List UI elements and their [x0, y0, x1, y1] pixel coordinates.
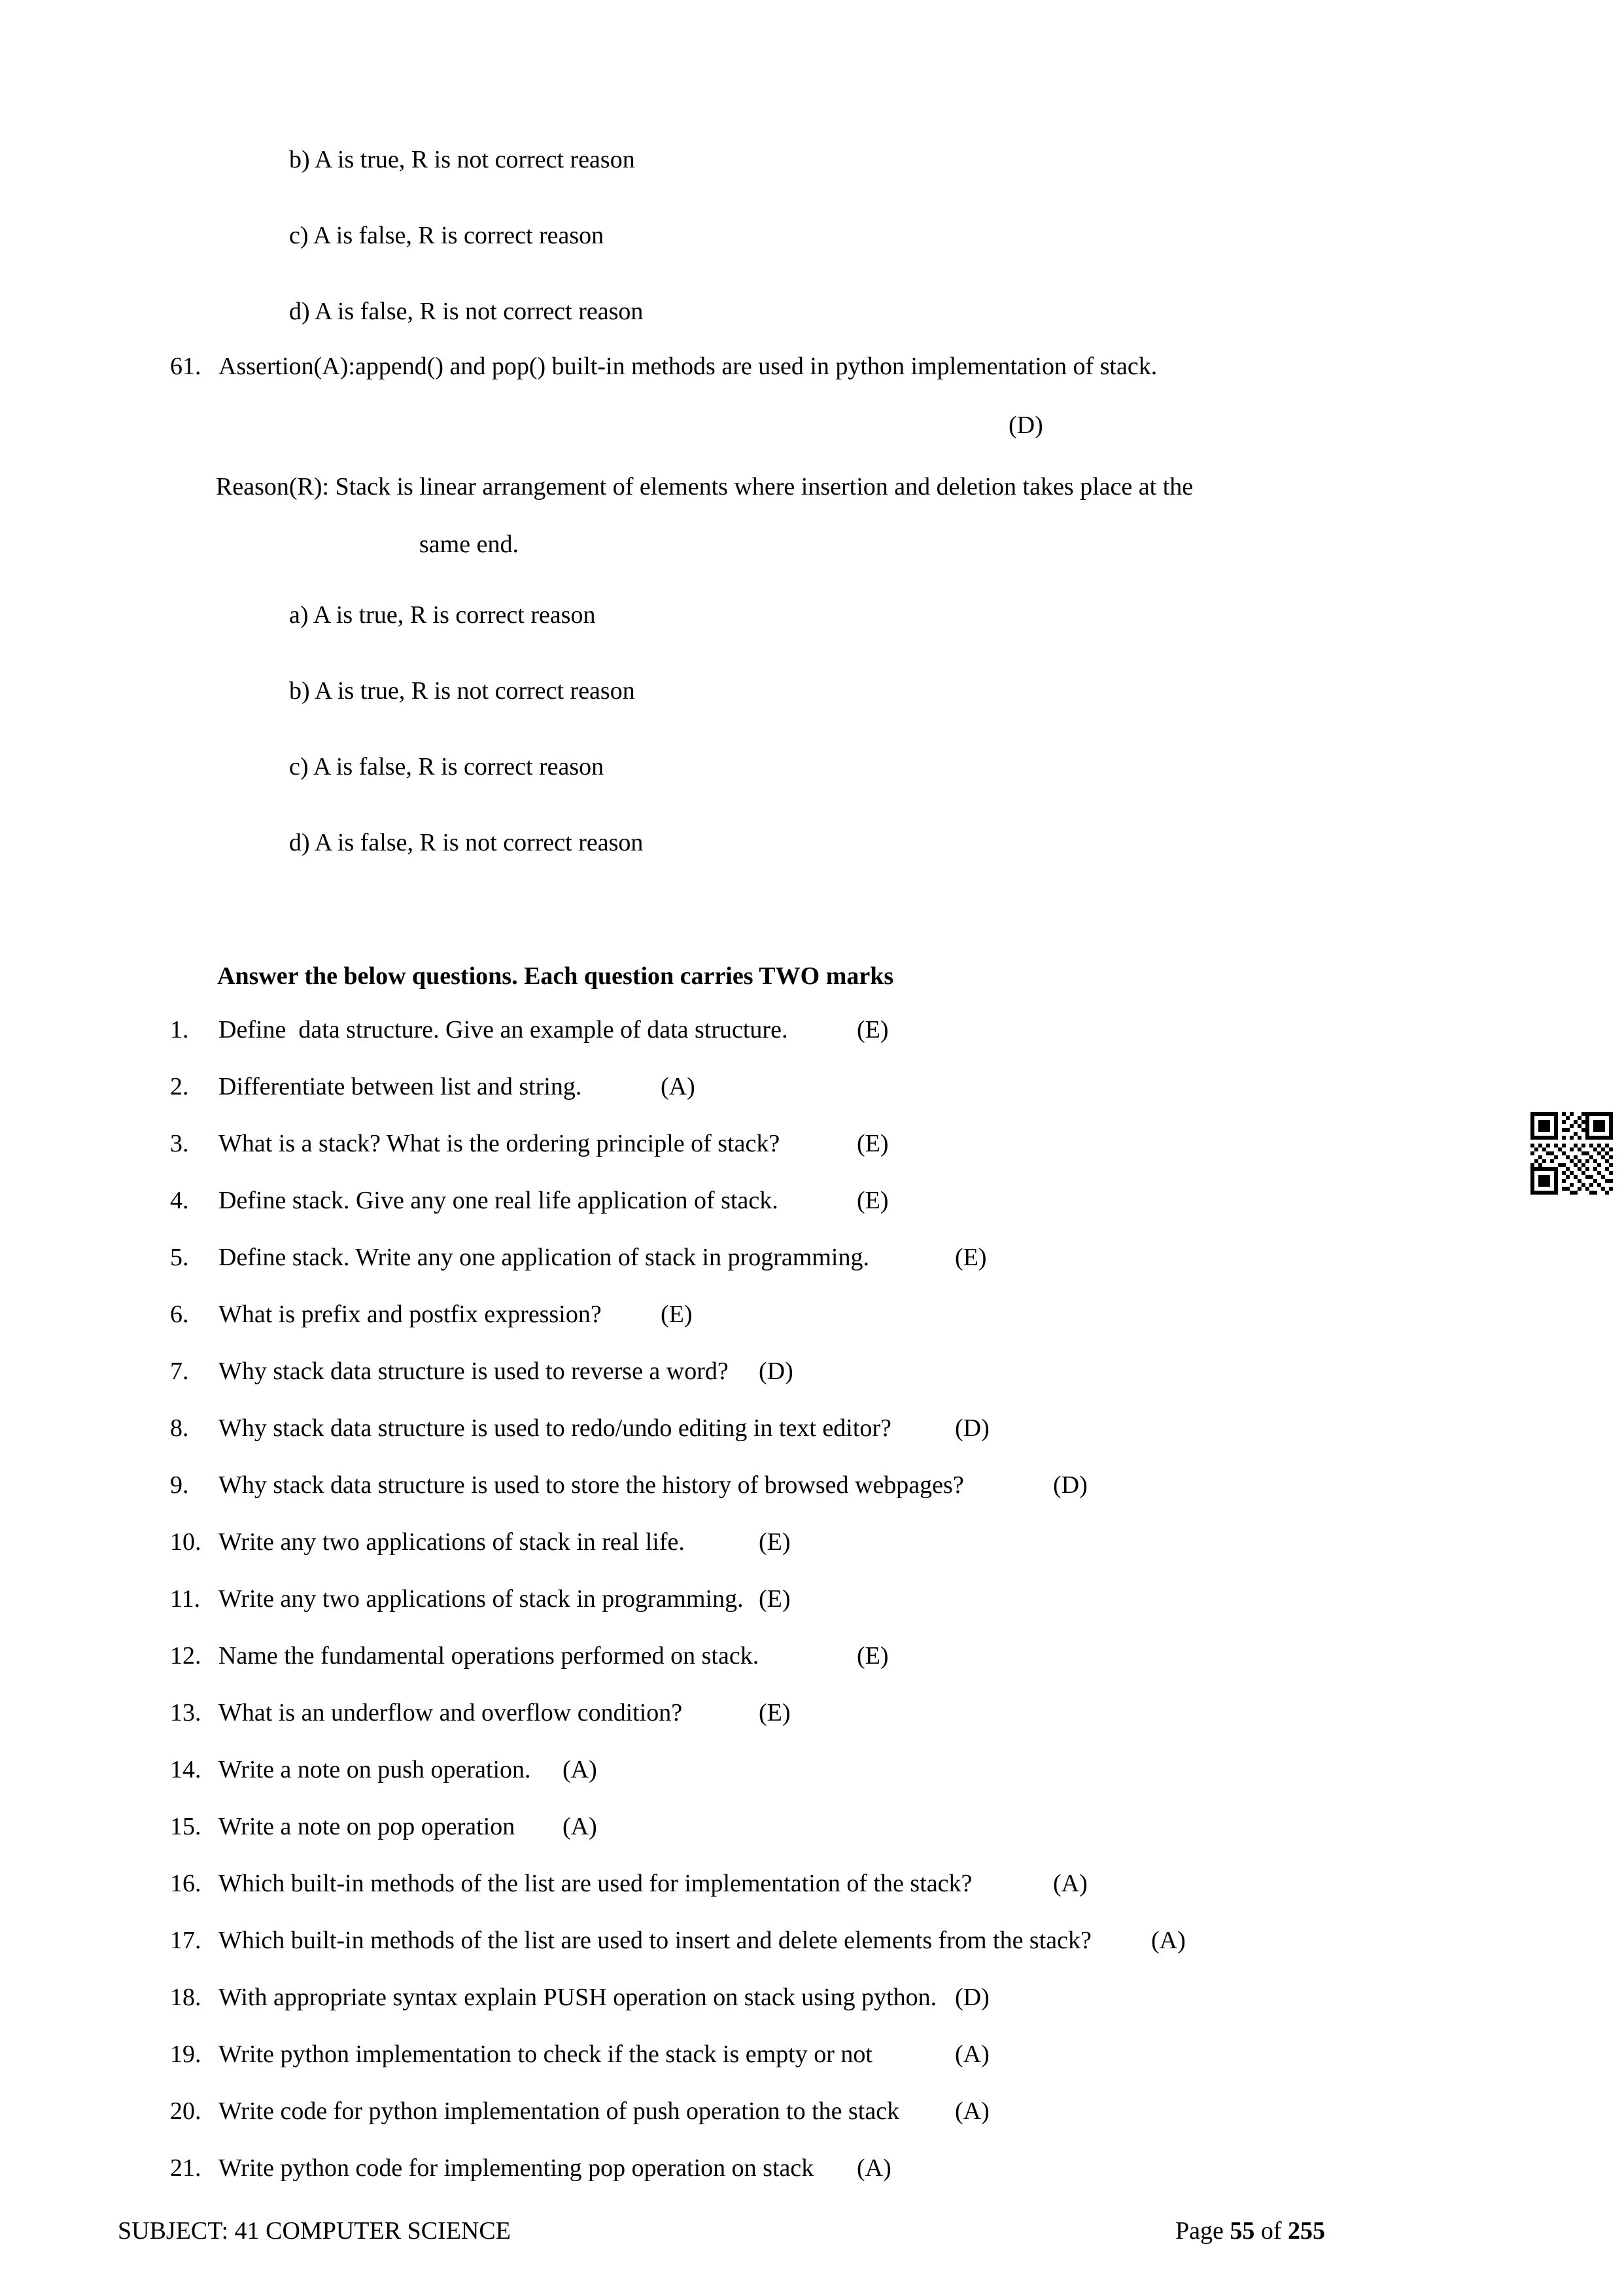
question-item: [170, 1742, 1585, 1798]
question-item: [170, 1912, 1585, 1969]
question-item: [170, 2140, 1585, 2197]
question-number: 5.: [170, 1244, 189, 1271]
question-text: Define stack. Give any one real life application of stack.: [218, 1187, 778, 1214]
question-number: 9.: [170, 1471, 189, 1499]
question-mark: (E): [955, 1244, 987, 1271]
question-number: 7.: [170, 1358, 189, 1385]
tab-spacer: [685, 1528, 759, 1556]
question-number: 1.: [170, 1016, 189, 1043]
footer-page-current: 55: [1230, 2217, 1255, 2245]
question-text: Name the fundamental operations performed on stack.: [218, 1642, 759, 1670]
tab-spacer: [787, 1016, 857, 1043]
question-item: [170, 2026, 1585, 2083]
question-text: Differentiate between list and string.: [218, 1073, 582, 1100]
question-item: [170, 1343, 1585, 1400]
question-mark: (A): [1053, 1870, 1088, 1897]
question-mark: (A): [562, 1756, 597, 1783]
question-text: Why stack data structure is used to reverse a word?: [218, 1358, 729, 1385]
question-text: What is prefix and postfix expression?: [218, 1301, 602, 1328]
question-item: [170, 1457, 1585, 1514]
question-number: 11.: [170, 1585, 201, 1613]
tab-spacer: [972, 1870, 1053, 1897]
question-mark: (E): [759, 1585, 791, 1613]
question-mark: (D): [759, 1358, 793, 1385]
question-mark: (A): [661, 1073, 695, 1100]
question-text: Write code for python implementation of push operation to the stack: [218, 2097, 900, 2125]
question-item: [170, 1628, 1585, 1685]
question-reason-line1: Reason(R): Stack is linear arrangement of elements where insertion and deletion takes place at the: [216, 473, 1194, 500]
question-text: What is an underflow and overflow condition?: [218, 1699, 683, 1726]
question-text: Which built-in methods of the list are used to insert and delete elements from the stack?: [218, 1927, 1092, 1954]
question-text: Define stack. Write any one application of stack in programming.: [218, 1244, 869, 1271]
question-number: 12.: [170, 1642, 201, 1670]
question-text: Write python implementation to check if the stack is empty or not: [218, 2041, 872, 2068]
question-number: 3.: [170, 1130, 189, 1157]
question-mark: (D): [955, 1414, 990, 1442]
question-mark: (E): [857, 1130, 889, 1157]
question-mark: (D): [955, 1984, 990, 2011]
question-text: Why stack data structure is used to store the history of browsed webpages?: [218, 1471, 964, 1499]
question-mark: (A): [562, 1813, 597, 1840]
question-text: Write any two applications of stack in programming.: [218, 1585, 744, 1613]
tab-spacer: [778, 1187, 857, 1214]
two-mark-questions-list: [170, 1002, 1585, 2197]
question-number: 13.: [170, 1699, 201, 1726]
question-text: Define data structure. Give an example of data structure.: [218, 1016, 788, 1043]
question-number: 6.: [170, 1301, 189, 1328]
question-61-options: [170, 601, 1585, 857]
tab-spacer: [744, 1585, 759, 1613]
tab-spacer: [531, 1756, 562, 1783]
answer-option: d) A is false, R is not correct reason: [289, 298, 644, 325]
question-item: [170, 1229, 1585, 1286]
footer-of-label: of: [1260, 2217, 1282, 2245]
question-number: 10.: [170, 1528, 201, 1556]
answer-option: b) A is true, R is not correct reason: [289, 146, 635, 173]
tab-spacer: [729, 1358, 759, 1385]
question-number: 18.: [170, 1984, 201, 2011]
question-mark: (E): [661, 1301, 693, 1328]
question-item: [170, 1969, 1585, 2026]
question-item: [170, 1571, 1585, 1628]
question-text: Write python code for implementing pop operation on stack: [218, 2154, 814, 2182]
question-item: [170, 1798, 1585, 1855]
tab-spacer: [937, 1984, 955, 2011]
tab-spacer: [682, 1699, 759, 1726]
question-item: [170, 1400, 1585, 1457]
question-number: 21.: [170, 2154, 201, 2182]
question-mark: (E): [857, 1187, 889, 1214]
footer-page-total: 255: [1288, 2217, 1326, 2245]
question-reason-line2: same end.: [419, 531, 519, 558]
footer-page-indicator: [1175, 2216, 1325, 2245]
question-text: With appropriate syntax explain PUSH operation on stack using python.: [218, 1984, 937, 2011]
question-number: 20.: [170, 2097, 201, 2125]
question-mark: (D): [1053, 1471, 1088, 1499]
question-61: [170, 352, 1585, 857]
tab-spacer: [780, 1130, 857, 1157]
question-mark: (A): [955, 2041, 990, 2068]
question-assertion-text: Assertion(A):append() and pop() built-in methods are used in python implementation of stack.: [218, 353, 1158, 380]
question-item: [170, 1059, 1585, 1115]
question-number: 16.: [170, 1870, 201, 1897]
answer-option: b) A is true, R is not correct reason: [289, 677, 635, 705]
tab-spacer: [1092, 1927, 1151, 1954]
tab-spacer: [872, 2041, 955, 2068]
question-text: Write a note on push operation.: [218, 1756, 531, 1783]
question-text: Which built-in methods of the list are used for implementation of the stack?: [218, 1870, 973, 1897]
question-number: 15.: [170, 1813, 201, 1840]
question-item: [170, 1514, 1585, 1571]
question-item: [170, 1855, 1585, 1912]
question-mark: (E): [759, 1699, 791, 1726]
answer-option: c) A is false, R is correct reason: [289, 753, 604, 780]
question-number: 2.: [170, 1073, 189, 1100]
question-item: [170, 1685, 1585, 1742]
answer-option: d) A is false, R is not correct reason: [289, 829, 644, 856]
footer-subject: SUBJECT: 41 COMPUTER SCIENCE: [118, 2217, 511, 2245]
question-item: [170, 2083, 1585, 2140]
question-text: What is a stack? What is the ordering principle of stack?: [218, 1130, 780, 1157]
tab-spacer: [869, 1244, 955, 1271]
answer-option: c) A is false, R is correct reason: [289, 222, 604, 249]
answer-option: a) A is true, R is correct reason: [289, 601, 596, 629]
question-mark: (D): [1009, 412, 1043, 439]
tab-spacer: [759, 1642, 857, 1670]
question-number: 14.: [170, 1756, 201, 1783]
question-item: [170, 1002, 1585, 1059]
question-number: 19.: [170, 2041, 201, 2068]
question-mark: (E): [759, 1528, 791, 1556]
question-number: 17.: [170, 1927, 201, 1954]
question-text: Write any two applications of stack in real life.: [218, 1528, 685, 1556]
tab-spacer: [515, 1813, 562, 1840]
question-number: 4.: [170, 1187, 189, 1214]
tab-spacer: [899, 2097, 955, 2125]
question-item: [170, 1115, 1585, 1172]
tab-spacer: [891, 1414, 955, 1442]
tab-spacer: [964, 1471, 1053, 1499]
question-60-options: [170, 145, 1585, 326]
question-number: 8.: [170, 1414, 189, 1442]
question-mark: (E): [857, 1642, 889, 1670]
question-reason: [170, 458, 1585, 573]
section-heading: Answer the below questions. Each question carries TWO marks: [217, 962, 894, 990]
footer-page-label: Page: [1175, 2217, 1224, 2245]
question-mark: (A): [955, 2097, 990, 2125]
question-mark: (A): [1151, 1927, 1186, 1954]
question-mark: (E): [857, 1016, 889, 1043]
tab-spacer: [581, 1073, 661, 1100]
question-text: Write a note on pop operation: [218, 1813, 515, 1840]
question-mark: (A): [857, 2154, 891, 2182]
qr-code-icon: [1530, 1112, 1613, 1195]
tab-spacer: [602, 1301, 661, 1328]
question-item: [170, 1172, 1585, 1229]
question-61-assertion-line: [170, 352, 1585, 381]
tab-spacer: [814, 2154, 857, 2182]
question-text: Why stack data structure is used to redo/undo editing in text editor?: [218, 1414, 891, 1442]
question-item: [170, 1286, 1585, 1343]
question-number: 61.: [170, 353, 201, 380]
